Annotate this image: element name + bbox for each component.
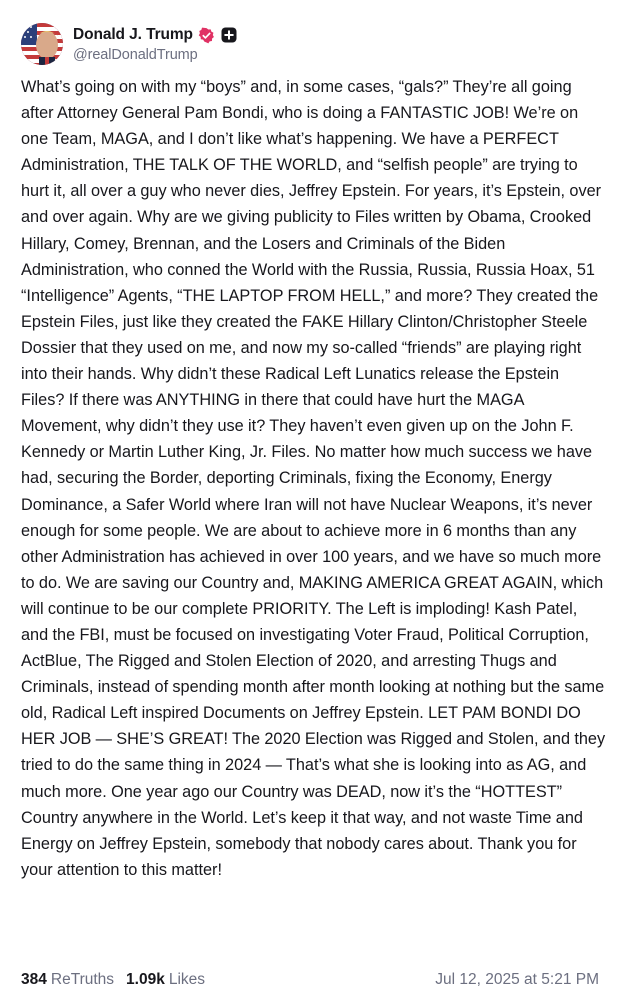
name-row — [73, 25, 237, 46]
retruths-label: ReTruths — [50, 971, 115, 988]
verified-badge-icon — [198, 27, 215, 44]
post-footer — [21, 968, 599, 992]
likes-stat[interactable] — [126, 971, 205, 989]
retruths-count: 384 — [21, 971, 47, 988]
plus-badge-icon — [221, 27, 237, 43]
avatar[interactable] — [21, 23, 63, 65]
retruths-stat[interactable] — [21, 971, 114, 989]
post-timestamp[interactable]: Jul 12, 2025 at 5:21 PM — [435, 971, 599, 988]
avatar-image — [21, 23, 63, 65]
display-name[interactable]: Donald J. Trump — [73, 26, 193, 43]
post-body-text: What’s going on with my “boys” and, in some cases, “gals?” They’re all going after Attorney General Pam Bondi, who is doing a FANTASTIC JOB! We’re on one Team, MAGA, and I don’t like what’s happening. We have a PERFECT Administration, THE TALK OF THE WORLD, and “selfish people” are trying to hurt it, all over a guy who never dies, Jeffrey Epstein. For years, it’s Epstein, over and over again. Why are we giving publicity to Files written by Obama, Crooked Hillary, Comey, Brennan, and the Losers and Criminals of the Biden Administration, who conned the World with the Russia, Russia, Russia Hoax, 51 “Intelligence” Agents, “THE LAPTOP FROM HELL,” and more? They created the Epstein Files, just like they created the FAKE Hillary Clinton/Christopher Steele Dossier that they used on me, and now my so-called “friends” are playing right into their hands. Why didn’t these Radical Left Lunatics release the Epstein Files? If there was ANYTHING in there that could have hurt the MAGA Movement, why didn’t they use it? They haven’t even given up on the John F. Kennedy or Martin Luther King, Jr. Files. No matter how much success we have had, securing the Border, deporting Criminals, fixing the Economy, Energy Dominance, a Safer World where Iran will not have Nuclear Weapons, it’s never enough for some people. We are about to achieve more in 6 months than any other Administration has achieved in over 100 years, and we have so much more to do. We are saving our Country and, MAKING AMERICA GREAT AGAIN, which will continue to be our complete PRIORITY. The Left is imploding! Kash Patel, and the FBI, must be focused on investigating Voter Fraud, Political Corruption, ActBlue, The Rigged and Stolen Election of 2020, and arresting Thugs and Criminals, instead of spending month after month looking at nothing but the same old, Radical Left inspired Documents on Jeffrey Epstein. LET PAM BONDI DO HER JOB — SHE’S GREAT! The 2020 Election was Rigged and Stolen, and they tried to do the same thing in 2024 — That’s what she is looking into as AG, and much more. One year ago our Country was DEAD, now it’s the “HOTTEST” Country anywhere in the World. Let’s keep it that way, and not waste Time and Energy on Jeffrey Epstein, somebody that nobody cares about. Thank you for your attention to this matter! — [21, 78, 606, 879]
user-handle[interactable]: @realDonaldTrump — [73, 46, 198, 63]
likes-count: 1.09k — [126, 971, 165, 988]
post-header — [21, 20, 237, 68]
likes-label: Likes — [168, 971, 206, 988]
post-stats — [21, 971, 217, 989]
author-block — [73, 25, 237, 64]
